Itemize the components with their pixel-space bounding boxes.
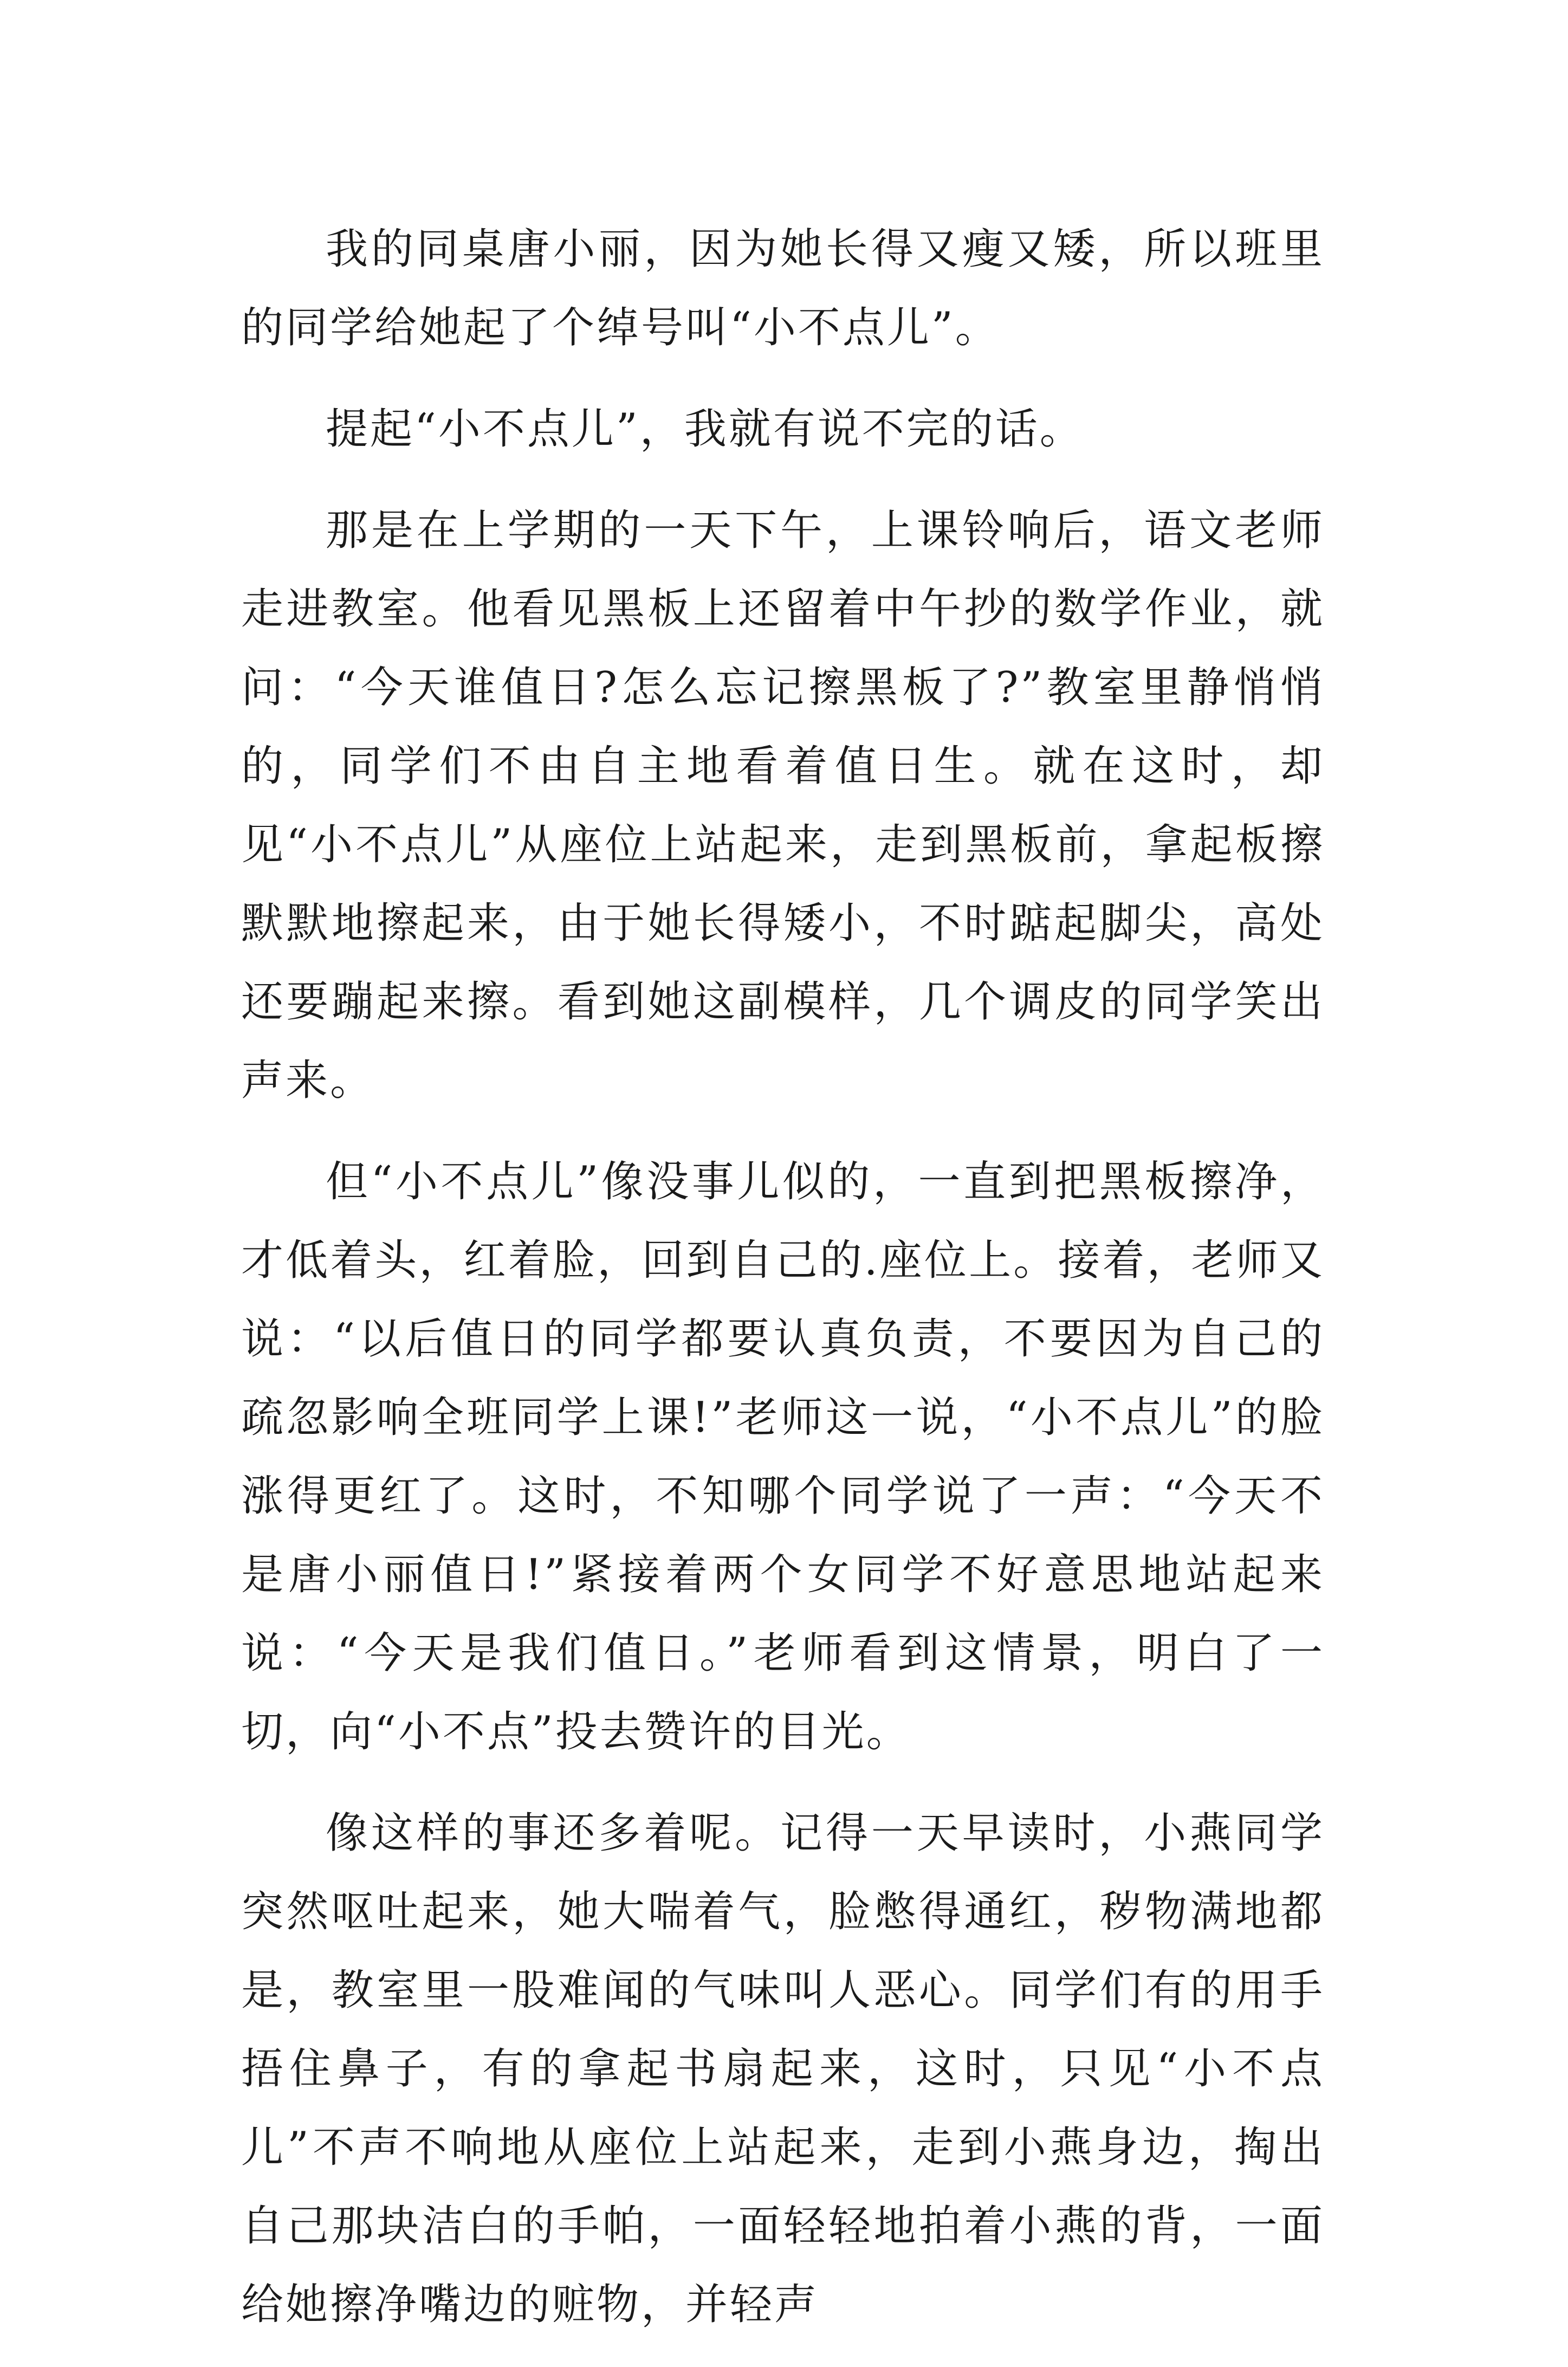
paragraph-3: 那是在上学期的一天下午，上课铃响后，语文老师走进教室。他看见黑板上还留着中午抄的数学作业，就问：“今天谁值日?怎么忘记擦黑板了?”教室里静悄悄的，同学们不由自主地看着值日生。就在这时，却见“小不点儿”从座位上站起来，走到黑板前，拿起板擦默默地擦起来，由于她长得矮小，不时踮起脚尖，高处还要蹦起来擦。看到她这副模样，几个调皮的同学笑出声来。	[241, 506, 1325, 1105]
document-body	[241, 210, 1325, 2367]
paragraph-5: 像这样的事还多着呢。记得一天早读时，小燕同学突然呕吐起来，她大喘着气，脸憋得通红，秽物满地都是，教室里一股难闻的气味叫人恶心。同学们有的用手捂住鼻子，有的拿起书扇起来，这时，只见“小不点儿”不声不响地从座位上站起来，走到小燕身边，掏出自己那块洁白的手帕，一面轻轻地拍着小燕的背，一面给她擦净嘴边的赃物，并轻声	[241, 1809, 1325, 2329]
paragraph-4: 但“小不点儿”像没事儿似的，一直到把黑板擦净，才低着头，红着脸，回到自己的.座位上。接着，老师又说：“以后值日的同学都要认真负责，不要因为自己的疏忽影响全班同学上课!”老师这一说，“小不点儿”的脸涨得更红了。这时，不知哪个同学说了一声：“今天不是唐小丽值日!”紧接着两个女同学不好意思地站起来说：“今天是我们值日。”老师看到这情景，明白了一切，向“小不点”投去赞许的目光。	[241, 1157, 1325, 1756]
paragraph-1: 我的同桌唐小丽，因为她长得又瘦又矮，所以班里的同学给她起了个绰号叫“小不点儿”。	[241, 225, 1325, 352]
paragraph-2: 提起“小不点儿”，我就有说不完的话。	[326, 405, 1084, 454]
